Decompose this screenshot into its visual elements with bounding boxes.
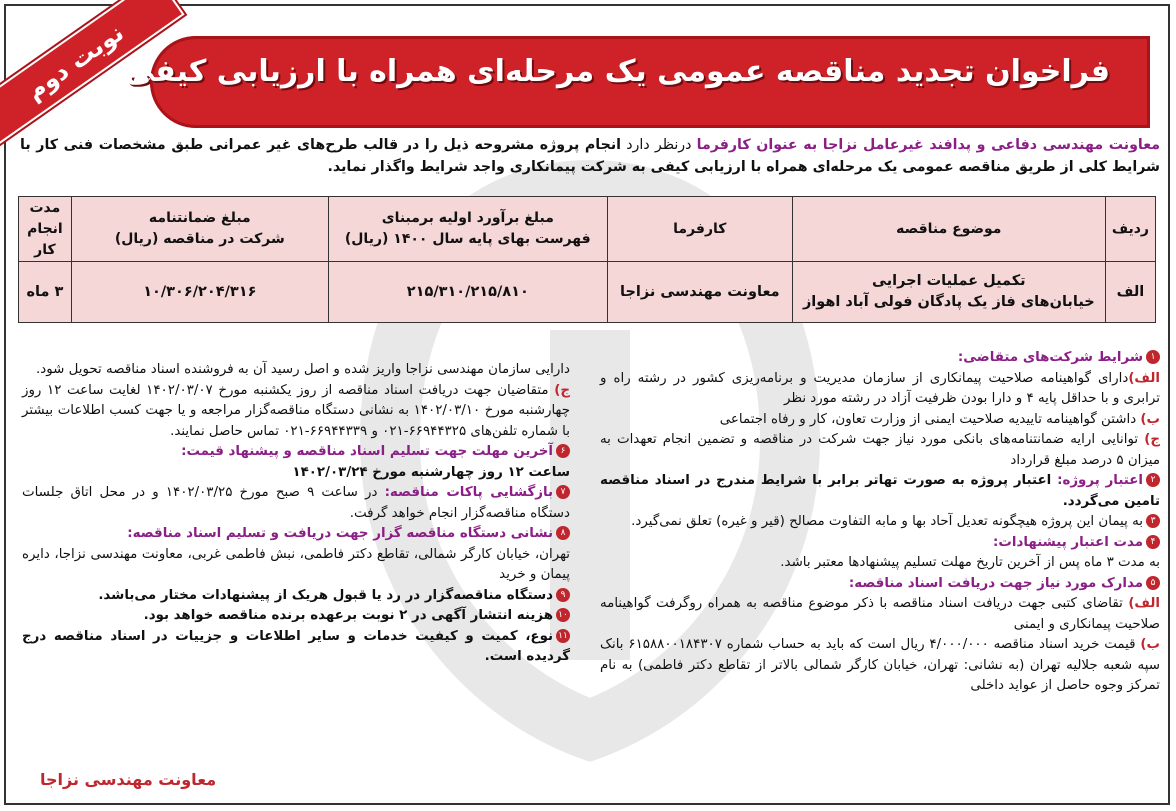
header-estimate-line2: فهرست بهای پایه سال ۱۴۰۰ (ریال) bbox=[344, 231, 591, 247]
section-6-title: آخرین مهلت جهت تسلیم اسناد مناقصه و پیشنهاد قیمت: bbox=[181, 444, 553, 459]
signature: معاونت مهندسی نزاجا bbox=[40, 770, 217, 789]
section-5-number: ۵ bbox=[1146, 576, 1160, 590]
table-row bbox=[19, 262, 1156, 323]
section-8-number: ۸ bbox=[556, 526, 570, 540]
section-1c-text: توانایی ارایه ضمانتنامه‌های بانکی مورد نیاز جهت شرکت در مناقصه و تضمین انجام تعهدات به میزان ۵ درصد مبلغ قرارداد bbox=[600, 432, 1160, 468]
cell-estimate: ۲۱۵/۳۱۰/۲۱۵/۸۱۰ bbox=[328, 262, 607, 323]
section-2-text: اعتبار پروژه به صورت تهاتر برابر با شرایط مندرج در اسناد مناقصه تامین می‌گردد. bbox=[600, 473, 1160, 509]
section-4-number: ۴ bbox=[1146, 535, 1160, 549]
intro-employer: معاونت مهندسی دفاعی و پدافند غیرعامل نزاجا به عنوان کارفرما bbox=[696, 137, 1161, 153]
section-4-title-line bbox=[600, 533, 1160, 554]
section-10-text: هزینه انتشار آگهی در ۲ نوبت برعهده برنده مناقصه خواهد بود. bbox=[143, 608, 553, 623]
header-guarantee-line1: مبلغ ضمانتنامه bbox=[148, 210, 251, 226]
section-1a-label: الف) bbox=[1128, 370, 1160, 386]
section-5b bbox=[600, 635, 1160, 697]
intro-paragraph bbox=[20, 134, 1160, 178]
section-2-title: اعتبار پروژه: bbox=[1057, 473, 1144, 488]
section-7 bbox=[22, 483, 570, 524]
header-duration bbox=[19, 197, 72, 262]
header-employer: کارفرما bbox=[607, 197, 792, 262]
cell-subject-line1: تکمیل عملیات اجرایی bbox=[872, 273, 1026, 289]
cell-guarantee: ۱۰/۳۰۶/۲۰۴/۳۱۶ bbox=[71, 262, 328, 323]
section-1b-label: ب) bbox=[1140, 411, 1160, 427]
section-11 bbox=[22, 627, 570, 668]
section-1c bbox=[600, 430, 1160, 471]
header-subject: موضوع مناقصه bbox=[792, 197, 1105, 262]
section-6-text: ساعت ۱۲ روز چهارشنبه مورخ ۱۴۰۲/۰۳/۲۴ bbox=[292, 464, 570, 480]
section-8-title-line bbox=[22, 524, 570, 545]
section-9-text: دستگاه مناقصه‌گزار در رد یا قبول هریک از پیشنهادات مختار می‌باشد. bbox=[98, 587, 553, 603]
section-5a-label: الف) bbox=[1128, 596, 1160, 611]
section-3-text: به پیمان این پروژه هیچگونه تعدیل آحاد بها و مابه التفاوت مصالح (قیر و غیره) تعلق نمی‌گیرد. bbox=[631, 514, 1143, 529]
section-5b-text: قیمت خرید اسناد مناقصه ۴/۰۰۰/۰۰۰ ریال است که باید به حساب شماره ۶۱۵۸۸۰۰۱۸۴۳۰۷ بانک سپه شعبه جلالیه تهران (به نشانی: تهران، خیابان کارگر شمالی بالاتر از تقاطع دکتر فاطمی) به نام تمرکز وجوه حاصل از عواید داخلی bbox=[600, 637, 1160, 693]
section-5b-label: ب) bbox=[1140, 637, 1160, 652]
section-2-number: ۲ bbox=[1146, 473, 1160, 487]
section-1b bbox=[600, 410, 1160, 431]
header-estimate-line1: مبلغ برآورد اولیه برمبنای bbox=[381, 210, 554, 226]
section-1b-text: داشتن گواهینامه تاییدیه صلاحیت ایمنی از وزارت تعاون، کار و رفاه اجتماعی bbox=[719, 411, 1141, 427]
section-5a-text: تقاضای کتبی جهت دریافت اسناد مناقصه با ذکر موضوع مناقصه به همراه روگرفت گواهینامه صلاحیت پیمانکاری و ایمنی bbox=[600, 596, 1160, 632]
section-6-title-line bbox=[22, 442, 570, 463]
section-2 bbox=[600, 471, 1160, 512]
section-1c-label: ج) bbox=[1144, 432, 1160, 447]
section-4-text: به مدت ۳ ماه پس از آخرین تاریخ مهلت تسلیم پیشنهادها معتبر باشد. bbox=[780, 555, 1160, 570]
cell-duration: ۳ ماه bbox=[19, 262, 72, 323]
section-5c-label: ج) bbox=[554, 382, 570, 398]
section-7-title: بازگشایی پاکات مناقصه: bbox=[384, 485, 554, 500]
section-9 bbox=[22, 586, 570, 607]
intro-body: انجام پروژه مشروحه ذیل را در قالب طرح‌های غیر عمرانی طبق مشخصات فنی کار با شرایط کلی از طریق مناقصه عمومی یک مرحله‌ای همراه با ارزیابی کیفی به شرکت پیمانکاری واجد شرایط واگذار نماید. bbox=[20, 137, 1160, 175]
left-column bbox=[22, 360, 570, 668]
section-7-number: ۷ bbox=[556, 485, 570, 499]
section-11-number: ۱۱ bbox=[556, 629, 570, 643]
cell-subject bbox=[792, 262, 1105, 323]
header-guarantee-line2: شرکت در مناقصه (ریال) bbox=[114, 231, 285, 247]
section-5b-continued: دارایی سازمان مهندسی نزاجا واریز شده و اصل رسید آن به فروشنده اسناد مناقصه تحویل شود. bbox=[36, 362, 570, 377]
header-guarantee bbox=[71, 197, 328, 262]
section-3 bbox=[600, 512, 1160, 533]
section-1-title: شرایط شرکت‌های متقاضی: bbox=[957, 350, 1143, 365]
section-10 bbox=[22, 606, 570, 627]
section-8-title: نشانی دستگاه مناقصه گزار جهت دریافت و تسلیم اسناد مناقصه: bbox=[127, 526, 553, 541]
section-5-title-line bbox=[600, 574, 1160, 595]
section-10-number: ۱۰ bbox=[556, 608, 570, 622]
round-ribbon: نوبت دوم bbox=[0, 0, 185, 149]
section-3-number: ۳ bbox=[1146, 514, 1160, 528]
tender-table bbox=[18, 196, 1156, 323]
section-1a-text: دارای گواهینامه صلاحیت پیمانکاری از سازمان مدیریت و برنامه‌ریزی کشور در رشته راه و ترابری و با حداقل پایه ۴ و دارا بودن ظرفیت آزاد در رشته مورد نظر bbox=[600, 370, 1160, 406]
section-5c bbox=[22, 381, 570, 443]
section-4-title: مدت اعتبار پیشنهادات: bbox=[993, 534, 1143, 550]
section-1-title-line bbox=[600, 348, 1160, 369]
cell-row-number: الف bbox=[1105, 262, 1155, 323]
right-column bbox=[600, 348, 1160, 697]
page-title: فراخوان تجدید مناقصه عمومی یک مرحله‌ای همراه با ارزیابی کیفی bbox=[124, 54, 1110, 89]
intro-connector: درنظر دارد bbox=[621, 137, 697, 153]
section-6-number: ۶ bbox=[556, 444, 570, 458]
section-1a bbox=[600, 369, 1160, 410]
title-banner bbox=[124, 36, 1150, 128]
section-5-title: مدارک مورد نیاز جهت دریافت اسناد مناقصه: bbox=[848, 575, 1143, 591]
header-estimate bbox=[328, 197, 607, 262]
cell-employer: معاونت مهندسی نزاجا bbox=[607, 262, 792, 323]
section-9-number: ۹ bbox=[556, 588, 570, 602]
section-7-text: در ساعت ۹ صبح مورخ ۱۴۰۲/۰۳/۲۵ و در محل اتاق جلسات دستگاه مناقصه‌گزار انجام خواهد گرفت. bbox=[22, 485, 570, 521]
cell-subject-line2: خیابان‌های فاز یک پادگان فولی آباد اهواز bbox=[802, 294, 1095, 310]
header-duration-line1: مدت bbox=[29, 199, 61, 216]
section-1-number: ۱ bbox=[1146, 350, 1160, 364]
header-duration-line2: انجام کار bbox=[27, 220, 63, 258]
section-5a bbox=[600, 594, 1160, 635]
section-11-text: نوع، کمیت و کیفیت خدمات و سایر اطلاعات و جزییات در اسناد مناقصه درج گردیده است. bbox=[22, 628, 570, 664]
header-row-number: ردیف bbox=[1105, 197, 1155, 262]
table-header-row bbox=[19, 197, 1156, 262]
section-5c-text: متقاضیان جهت دریافت اسناد مناقصه از روز یکشنبه مورخ ۱۴۰۲/۰۳/۰۷ لغایت ساعت ۱۲ روز چهارشنبه مورخ ۱۴۰۲/۰۳/۱۰ به نشانی دستگاه مناقصه‌گزار مراجعه و یا جهت کسب اطلاعات بیشتر با شماره تلفن‌های ۶۶۹۴۴۳۲۵-۰۲۱ و ۶۶۹۴۴۳۳۹-۰۲۱ تماس حاصل نمایند. bbox=[22, 382, 570, 439]
section-8-text: تهران، خیابان کارگر شمالی، تقاطع دکتر فاطمی، نبش فاطمی غربی، معاونت مهندسی نزاجا، دایره پیمان و خرید bbox=[22, 546, 570, 582]
